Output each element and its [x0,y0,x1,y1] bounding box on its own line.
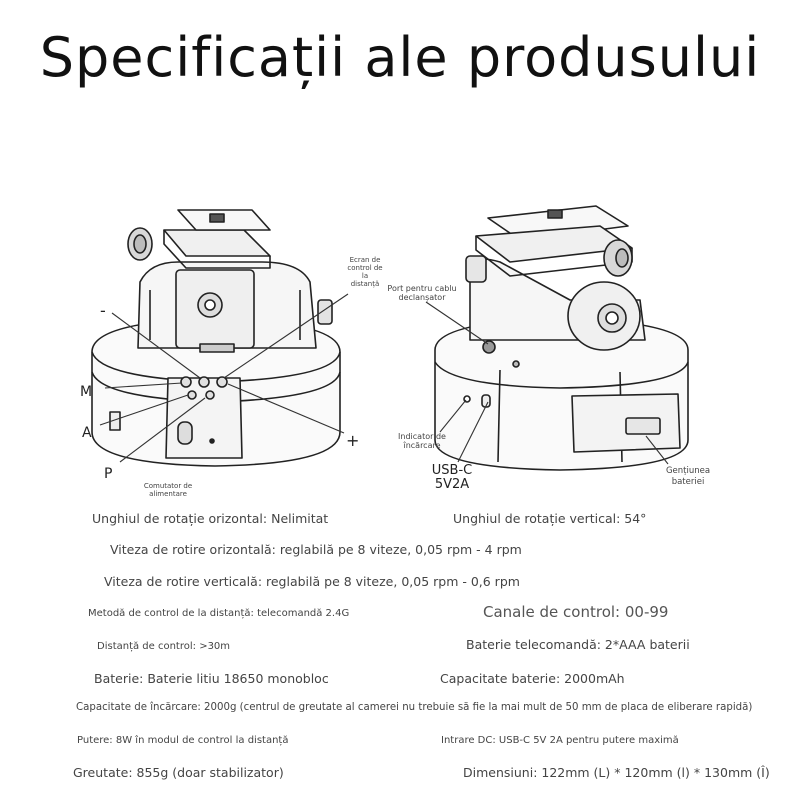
svg-text:alimentare: alimentare [149,490,187,498]
spec-remote-battery: Baterie telecomandă: 2*AAA baterii [466,637,690,652]
label-remote-screen [347,256,382,289]
svg-text:bateriei: bateriei [671,477,705,487]
spec-battery-capacity: Capacitate baterie: 2000mAh [440,671,625,686]
spec-horizontal-angle: Unghiul de rotație orizontal: Nelimitat [92,511,329,526]
label-minus: - [100,301,106,320]
spec-weight: Greutate: 855g (doar stabilizator) [73,765,284,780]
svg-text:control de: control de [347,264,383,272]
svg-text:Port pentru cablu: Port pentru cablu [387,284,457,293]
label-plus: + [346,431,360,450]
spec-dc-input: Intrare DC: USB-C 5V 2A pentru putere maximă [441,735,679,746]
svg-text:la: la [361,272,369,280]
spec-channels: Canale de control: 00-99 [483,603,669,621]
spec-load-capacity: Capacitate de încărcare: 2000g (centrul de greutate al camerei nu trebuie să fie la mai mult de 50 mm de placa de eliberare rapidă) [76,702,753,713]
label-p: P [104,466,113,482]
spec-battery: Baterie: Baterie litiu 18650 monobloc [94,671,329,686]
svg-text:Gențiunea: Gențiunea [665,466,711,476]
spec-vertical-angle: Unghiul de rotație vertical: 54° [453,511,647,526]
spec-horizontal-speed: Viteza de rotire orizontală: reglabilă pe 8 viteze, 0,05 rpm - 4 rpm [110,542,522,557]
label-battery-bag [666,466,710,487]
spec-vertical-speed: Viteza de rotire verticală: reglabilă pe 8 viteze, 0,05 rpm - 0,6 rpm [104,574,520,589]
spec-control-distance: Distanță de control: >30m [97,641,231,652]
left-device-illustration [92,210,340,466]
right-device-illustration [435,206,688,470]
label-usbc [432,463,472,492]
svg-text:Indicator de: Indicator de [398,432,446,441]
svg-text:distanță: distanță [350,280,380,288]
spec-remote-method: Metodă de control de la distanță: telecomandă 2.4G [88,608,350,619]
page-title: Specificații ale produsului [39,26,761,89]
spec-dimensions: Dimensiuni: 122mm (L) * 120mm (l) * 130mm (Î) [463,765,770,780]
svg-text:Ecran de: Ecran de [349,256,381,264]
svg-text:declanșator: declanșator [398,293,446,302]
spec-power: Putere: 8W în modul de control la distanță [77,735,289,746]
label-shutter-port [387,284,456,303]
label-charge-indicator [398,432,446,450]
svg-text:5V2A: 5V2A [434,477,470,492]
svg-text:USB-C: USB-C [431,463,473,478]
label-a: A [82,425,92,441]
label-power-switch [144,482,192,498]
svg-text:Comutator de: Comutator de [143,482,193,490]
label-m: M [80,384,93,400]
svg-text:încărcare: încărcare [403,441,441,450]
